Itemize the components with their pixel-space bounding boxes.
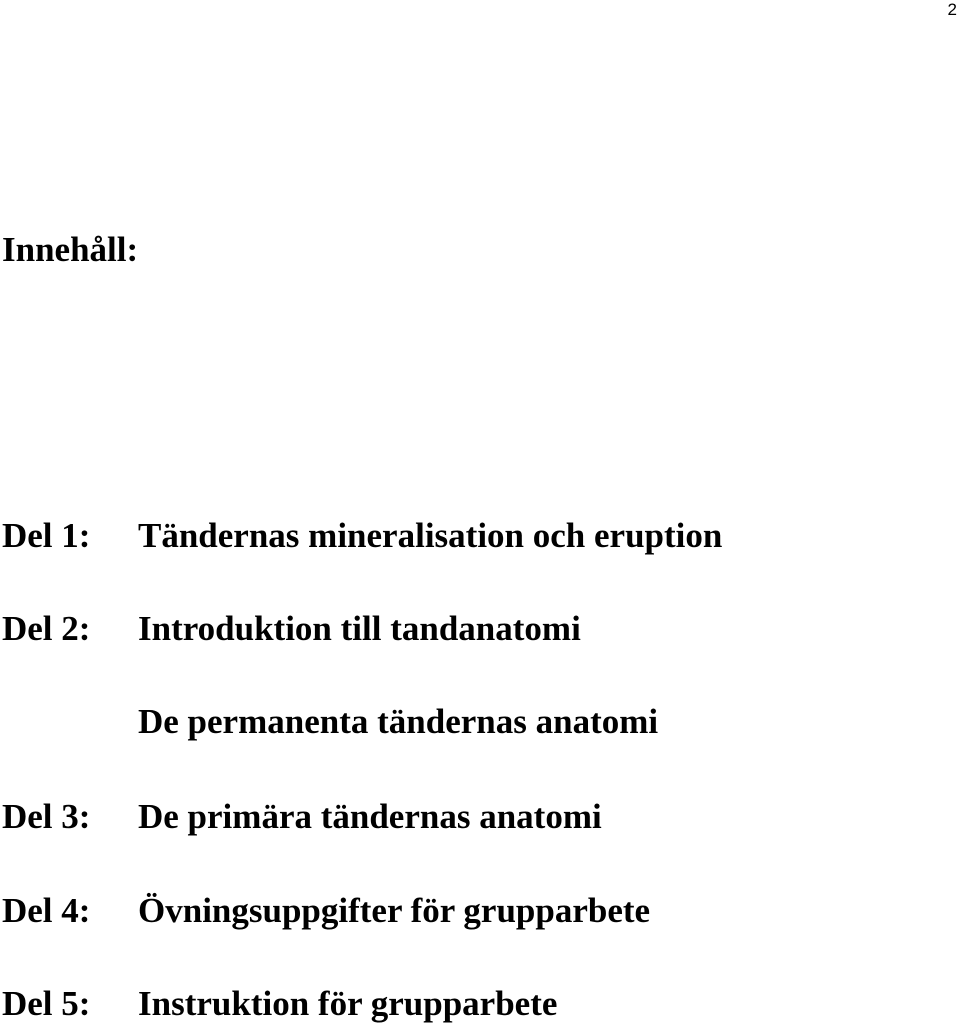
toc-entry-label: Del 4:: [2, 891, 91, 930]
toc-entry-title: Tändernas mineralisation och eruption: [138, 516, 723, 555]
toc-entry-label: Del 2:: [2, 609, 91, 648]
toc-entry-title: De primära tändernas anatomi: [138, 797, 602, 836]
toc-heading: Innehåll:: [2, 230, 139, 269]
page-number: 2: [947, 0, 957, 19]
toc-entry-title: Instruktion för grupparbete: [138, 984, 558, 1023]
toc-entry-title: Övningsuppgifter för grupparbete: [138, 891, 651, 930]
toc-entry-title: Introduktion till tandanatomi: [138, 609, 581, 648]
toc-entry-label: Del 3:: [2, 797, 91, 836]
toc-entry-label: Del 5:: [2, 984, 91, 1023]
toc-entry-label: Del 1:: [2, 516, 91, 555]
toc-entry-title: De permanenta tändernas anatomi: [138, 702, 659, 741]
